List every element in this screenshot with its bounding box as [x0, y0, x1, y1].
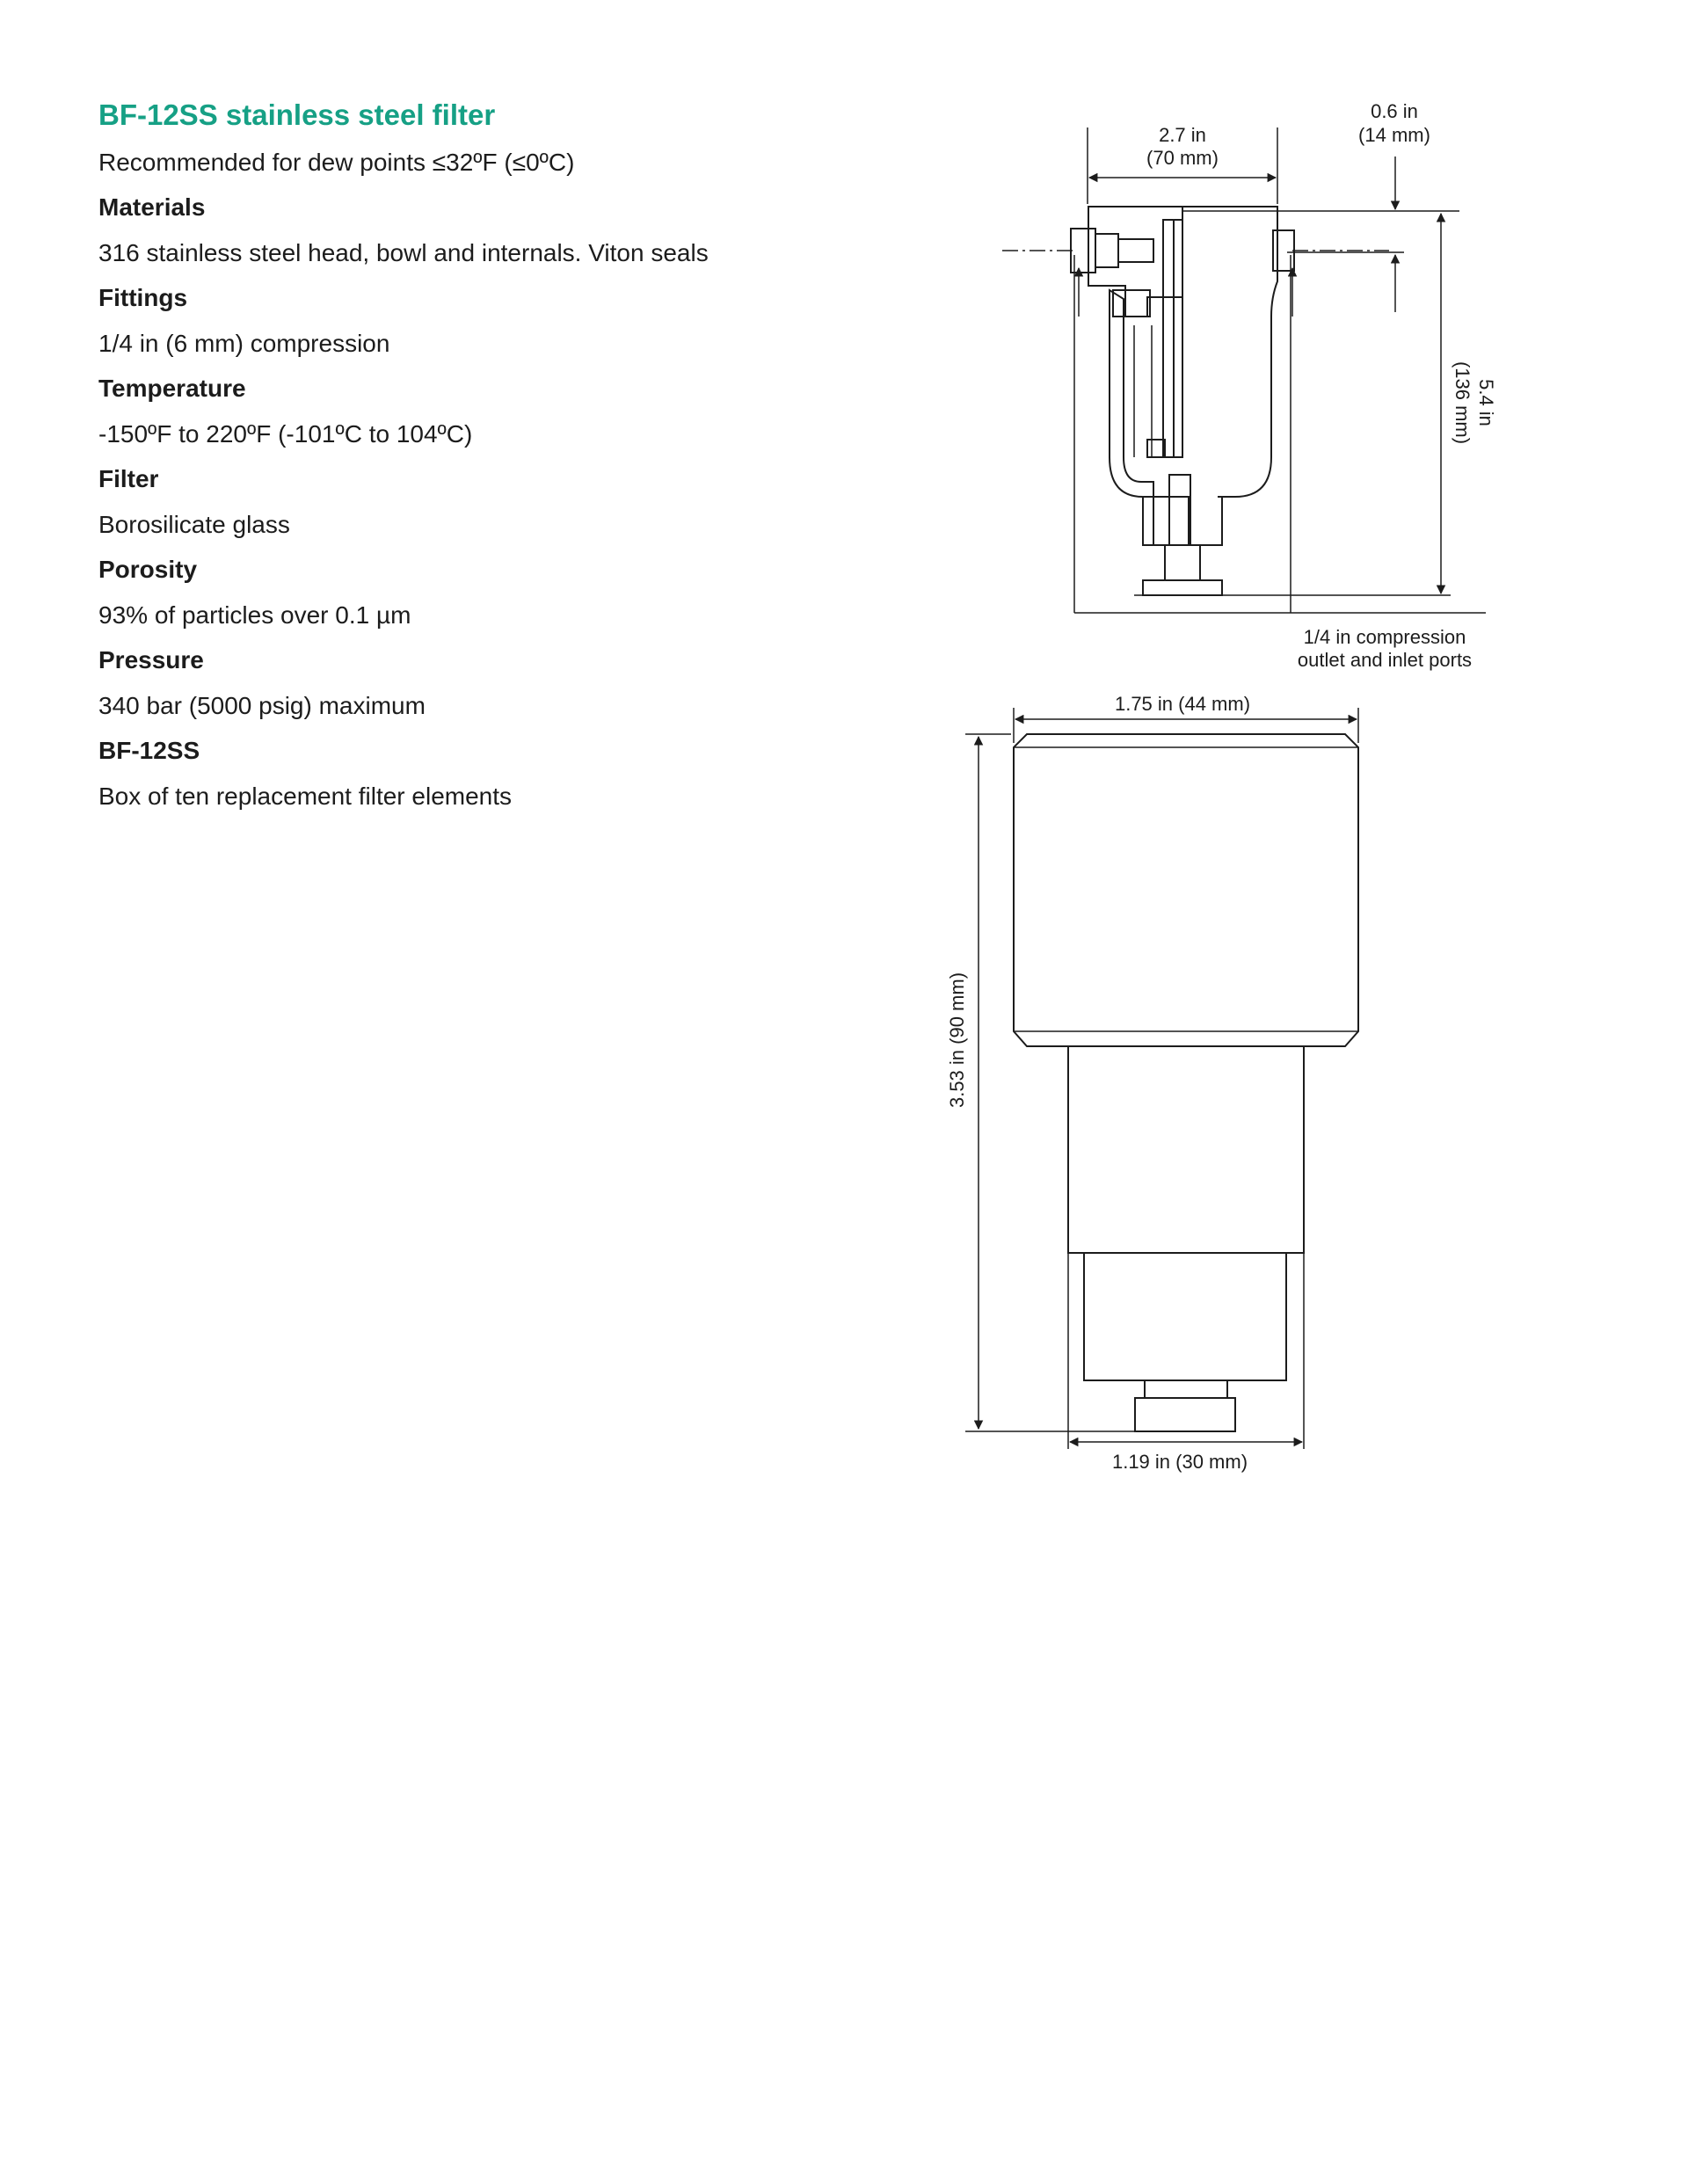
- spec-value-fittings: 1/4 in (6 mm) compression: [98, 329, 390, 357]
- spec-value-temperature: -150ºF to 220ºF (-101ºC to 104ºC): [98, 419, 473, 448]
- height-dim-line1: 5.4 in: [1475, 379, 1497, 426]
- spec-value-materials: 316 stainless steel head, bowl and internals. Viton seals: [98, 238, 709, 266]
- internal-block: [1113, 290, 1150, 317]
- intro-text: Recommended for dew points ≤32ºF (≤0ºC): [98, 148, 575, 176]
- inlet-fitting-body: [1095, 234, 1118, 267]
- drain-stem: [1169, 475, 1190, 545]
- spec-label-materials: Materials: [98, 193, 206, 222]
- spec-label-temperature: Temperature: [98, 375, 246, 403]
- spec-value-pressure: 340 bar (5000 psig) maximum: [98, 691, 426, 719]
- inlet-fitting-stem: [1118, 239, 1153, 262]
- width-dim-line1: 2.7 in: [1159, 124, 1206, 146]
- drain-valve: [1153, 497, 1189, 545]
- offset-dim-line2: (14 mm): [1358, 124, 1430, 146]
- element-base: [1135, 1398, 1235, 1431]
- element-neck: [1145, 1380, 1227, 1398]
- page-title: BF-12SS stainless steel filter: [98, 98, 496, 131]
- height-dim-line2: (136 mm): [1452, 360, 1473, 445]
- element-lower-body: [1084, 1253, 1286, 1380]
- spec-label-bf12ss: BF-12SS: [98, 737, 200, 765]
- spec-label-porosity: Porosity: [98, 556, 198, 584]
- spec-value-filter: Borosilicate glass: [98, 510, 290, 538]
- width-dim-line2: (70 mm): [1146, 147, 1219, 169]
- element-height-dim: 3.53 in (90 mm): [946, 972, 968, 1109]
- offset-dim-line1: 0.6 in: [1371, 100, 1418, 122]
- ports-note-line1: 1/4 in compression: [1303, 626, 1466, 648]
- spec-value-bf12ss: Box of ten replacement filter elements: [98, 782, 513, 810]
- spec-label-filter: Filter: [98, 465, 159, 493]
- element-bottom-width-dim: 1.19 in (30 mm): [1111, 1451, 1248, 1473]
- element-body: [1068, 1046, 1304, 1253]
- filter-element-drawing: [946, 693, 1358, 1473]
- ports-note-line2: outlet and inlet ports: [1297, 649, 1473, 671]
- element-top-width-dim: 1.75 in (44 mm): [1114, 693, 1251, 715]
- bowl-wall-left: [1110, 290, 1153, 497]
- drain-base: [1143, 580, 1222, 595]
- center-tube-inner: [1174, 220, 1182, 457]
- spec-value-porosity: 93% of particles over 0.1 µm: [98, 601, 411, 629]
- filter-housing-drawing: [1002, 100, 1497, 671]
- spec-label-pressure: Pressure: [98, 646, 204, 674]
- element-cap: [1014, 734, 1358, 1046]
- drain-nut: [1165, 545, 1200, 580]
- center-tube: [1163, 220, 1174, 457]
- drain-body: [1143, 497, 1222, 545]
- spec-label-fittings: Fittings: [98, 284, 188, 312]
- bowl-outline-right: [1182, 207, 1277, 497]
